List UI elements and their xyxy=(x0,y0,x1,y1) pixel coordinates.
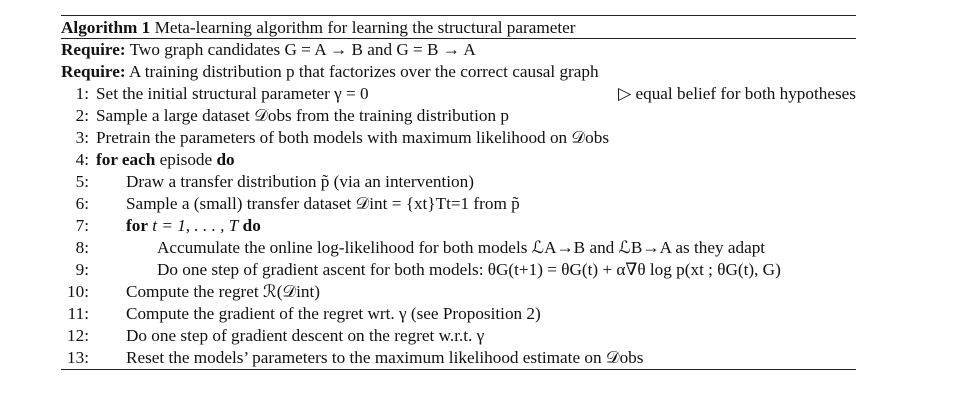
line-number: 2: xyxy=(75,106,89,125)
loop-variable: episode xyxy=(159,150,213,169)
algo-line-6 xyxy=(61,193,856,215)
algo-line-8 xyxy=(61,237,856,259)
caption-label: Algorithm 1 xyxy=(61,18,151,37)
line-text: Compute the gradient of the regret wrt. γ (see Proposition 2) xyxy=(126,304,541,323)
line-number: 7: xyxy=(75,216,89,235)
line-text: Compute the regret ℛ(𝒟int) xyxy=(126,282,320,301)
do-keyword: do xyxy=(242,216,261,235)
require-line-1 xyxy=(61,39,856,61)
algo-line-7 xyxy=(61,215,856,237)
algo-line-13 xyxy=(61,347,856,369)
line-number: 13: xyxy=(67,348,89,367)
require-line-2 xyxy=(61,61,856,83)
for-keyword: for each xyxy=(96,150,156,169)
line-number: 3: xyxy=(75,128,89,147)
require-keyword: Require: xyxy=(61,40,126,59)
line-text: Pretrain the parameters of both models with maximum likelihood on 𝒟obs xyxy=(96,128,610,147)
algo-line-9 xyxy=(61,259,856,281)
line-text: Set the initial structural parameter γ = 0 xyxy=(96,84,369,103)
line-number: 12: xyxy=(67,326,89,345)
line-text: Do one step of gradient descent on the regret w.r.t. γ xyxy=(126,326,485,345)
do-keyword: do xyxy=(216,150,235,169)
algo-line-5 xyxy=(61,171,856,193)
require-text: A training distribution p that factorizes over the correct causal graph xyxy=(128,62,599,81)
algo-line-10 xyxy=(61,281,856,303)
algo-line-1 xyxy=(61,83,856,105)
line-number: 11: xyxy=(67,304,89,323)
caption-title: Meta-learning algorithm for learning the structural parameter xyxy=(154,18,576,37)
line-text: Accumulate the online log-likelihood for both models ℒA→B and ℒB→A as they adapt xyxy=(157,238,766,257)
line-number: 9: xyxy=(75,260,89,279)
bottom-rule xyxy=(61,369,856,370)
algo-line-11 xyxy=(61,303,856,325)
algo-line-12 xyxy=(61,325,856,347)
algorithm-caption xyxy=(61,16,856,38)
line-number: 10: xyxy=(67,282,89,301)
line-number: 4: xyxy=(75,150,89,169)
algo-line-3 xyxy=(61,127,856,149)
line-text: Draw a transfer distribution p̃ (via an intervention) xyxy=(126,172,474,191)
require-keyword: Require: xyxy=(61,62,126,81)
for-keyword: for xyxy=(126,216,148,235)
line-text: Do one step of gradient ascent for both models: θG(t+1) = θG(t) + α∇θ log p(xt ; θG(t), G) xyxy=(157,260,781,279)
line-text xyxy=(126,215,261,237)
algo-line-4 xyxy=(61,149,856,171)
line-text: Sample a large dataset 𝒟obs from the training distribution p xyxy=(96,106,509,125)
loop-range: t = 1, . . . , T xyxy=(152,216,239,235)
line-comment: ▷ equal belief for both hypotheses xyxy=(617,84,856,103)
line-number: 8: xyxy=(75,238,89,257)
algo-line-2 xyxy=(61,105,856,127)
algorithm-box xyxy=(61,15,856,370)
line-number: 6: xyxy=(75,194,89,213)
line-text xyxy=(96,149,235,171)
line-text: Reset the models’ parameters to the maximum likelihood estimate on 𝒟obs xyxy=(126,348,644,367)
line-text: Sample a (small) transfer dataset 𝒟int = {xt}Tt=1 from p̃ xyxy=(126,194,520,213)
line-number: 1: xyxy=(75,84,89,103)
require-text: Two graph candidates G = A → B and G = B → A xyxy=(129,40,476,59)
line-number: 5: xyxy=(75,172,89,191)
